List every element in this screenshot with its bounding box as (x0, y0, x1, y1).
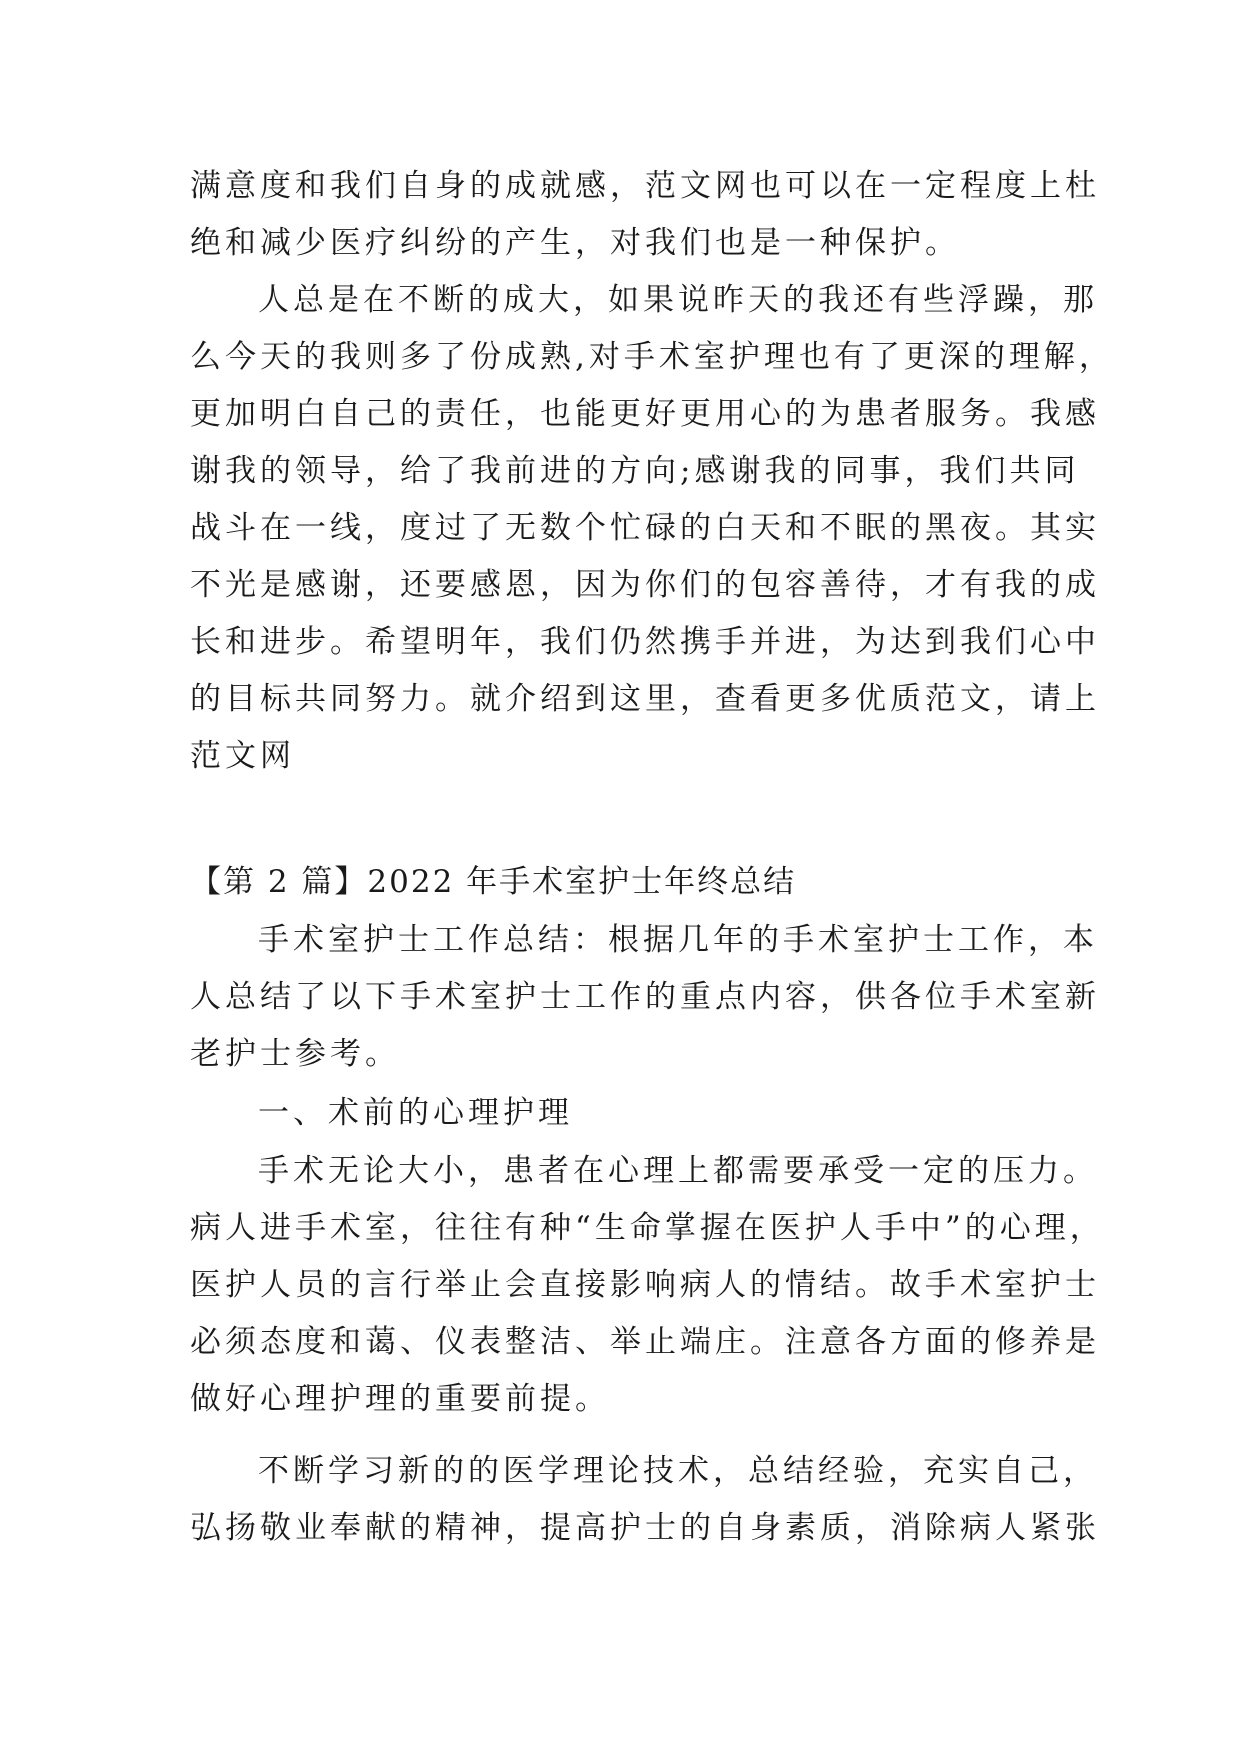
text-line: 人总结了以下手术室护士工作的重点内容，供各位手术室新 (190, 979, 1100, 1015)
text-line: 手术室护士工作总结：根据几年的手术室护士工作，本 (258, 922, 1098, 958)
text-line: 手术无论大小，患者在心理上都需要承受一定的压力。 (258, 1153, 1098, 1189)
text-line: 人总是在不断的成大，如果说昨天的我还有些浮躁，那 (258, 282, 1098, 318)
text-line: 战斗在一线，度过了无数个忙碌的白天和不眠的黑夜。其实 (190, 510, 1100, 546)
text-line: 做好心理护理的重要前提。 (190, 1381, 610, 1417)
paragraph-growth (190, 272, 1114, 785)
subheading (190, 1085, 1060, 1142)
paragraph-psychology (190, 1143, 1105, 1428)
text-line: 不光是感谢，还要感恩，因为你们的包容善待，才有我的成 (190, 567, 1100, 603)
text-line: 么今天的我则多了份成熟,对手术室护理也有了更深的理解， (190, 339, 1114, 375)
text-line: 老护士参考。 (190, 1036, 400, 1072)
text-line: 范文网 (190, 738, 295, 774)
text-line: 病人进手术室，往往有种“生命掌握在医护人手中”的心理， (190, 1210, 1105, 1246)
text-line: 更加明白自己的责任，也能更好更用心的为患者服务。我感 (190, 396, 1100, 432)
text-line: 绝和减少医疗纠纷的产生，对我们也是一种保护。 (190, 225, 960, 261)
subheading-text: 一、术前的心理护理 (258, 1095, 573, 1131)
text-line: 不断学习新的的医学理论技术，总结经验，充实自己， (258, 1453, 1098, 1489)
text-line: 的目标共同努力。就介绍到这里，查看更多优质范文，请上 (190, 681, 1100, 717)
text-line: 必须态度和蔼、仪表整洁、举止端庄。注意各方面的修养是 (190, 1324, 1100, 1360)
section-heading: 【第 2 篇】2022 年手术室护士年终总结 (190, 864, 797, 900)
text-line: 弘扬敬业奉献的精神，提高护士的自身素质，消除病人紧张 (190, 1510, 1100, 1546)
paragraph-continued (190, 158, 1100, 272)
paragraph-study (190, 1443, 1100, 1557)
text-line: 谢我的领导，给了我前进的方向;感谢我的同事，我们共同 (190, 453, 1080, 489)
text-line: 满意度和我们自身的成就感，范文网也可以在一定程度上杜 (190, 168, 1100, 204)
text-line: 长和进步。希望明年，我们仍然携手并进，为达到我们心中 (190, 624, 1100, 660)
text-line: 医护人员的言行举止会直接影响病人的情结。故手术室护士 (190, 1267, 1100, 1303)
paragraph-intro (190, 912, 1100, 1083)
